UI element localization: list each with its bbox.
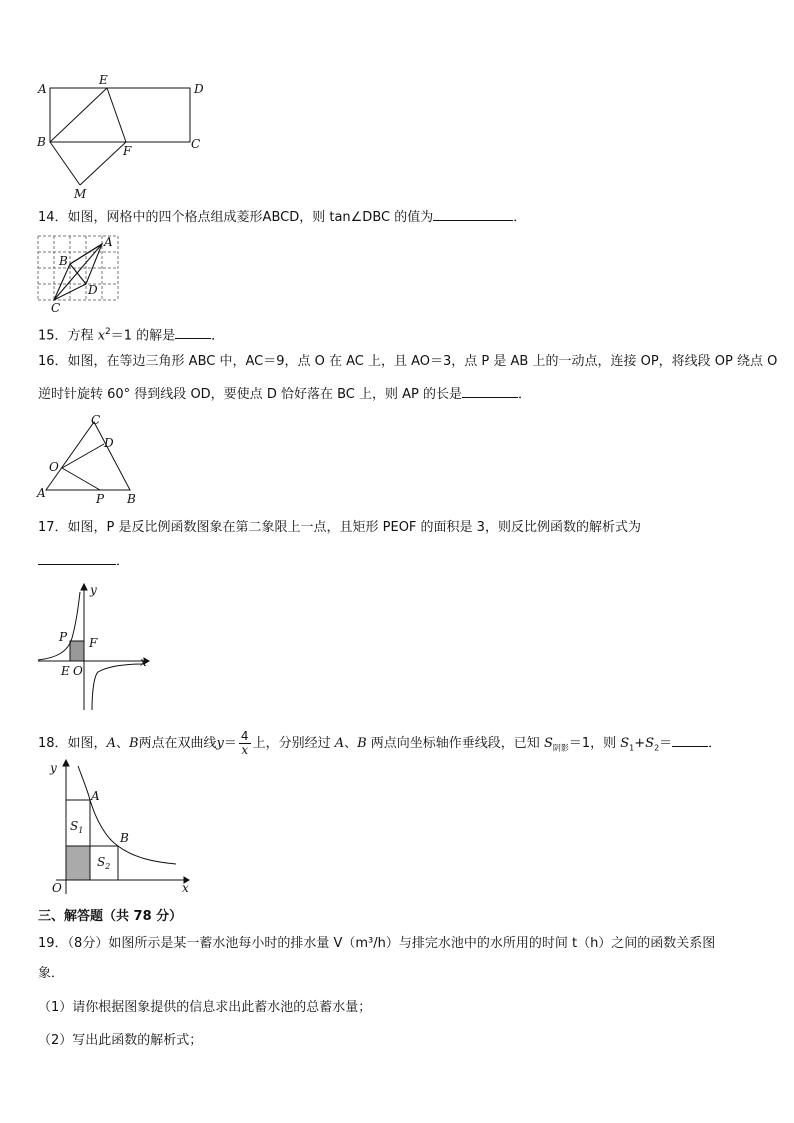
figure-inverse-function xyxy=(34,580,154,716)
label-b: B xyxy=(37,135,46,149)
question-16-line-2: 逆时针旋转 60° 得到线段 OD，要使点 D 恰好落在 BC 上，则 AP 的长是 ． xyxy=(38,383,531,405)
label-c: C xyxy=(51,301,61,314)
question-17-line-2: ． xyxy=(38,550,129,572)
label-y: y xyxy=(90,583,97,597)
label-d: D xyxy=(88,283,98,297)
segment-mf xyxy=(80,142,126,185)
hyperbola-curve xyxy=(78,766,176,864)
label-e: E xyxy=(61,664,70,678)
triangle-abc xyxy=(46,422,130,490)
question-17-line-1: 17．如图，P 是反比例函数图象在第二象限上一点，且矩形 PEOF 的面积是 3，则反比例函数的解析式为 xyxy=(38,520,641,535)
label-c: C xyxy=(191,137,201,151)
question-16-line-1: 16．如图，在等边三角形 ABC 中，AC＝9，点 O 在 AC 上，且 AO＝3，点 P 是 AB 上的一动点，连接 OP，将线段 OP 绕点 O xyxy=(38,354,778,369)
label-p: P xyxy=(59,630,68,644)
answer-blank[interactable] xyxy=(433,206,513,221)
segment-be xyxy=(50,88,107,142)
section-heading: 三、解答题（共 78 分） xyxy=(38,909,183,924)
label-p: P xyxy=(96,492,105,506)
question-19-sub-2: （2）写出此函数的解析式； xyxy=(38,1033,203,1048)
label-b: B xyxy=(59,254,68,268)
segment-bm xyxy=(50,142,80,185)
label-a: A xyxy=(37,486,46,500)
label-a: A xyxy=(38,82,47,96)
question-19-line-1: 19．（8分）如图所示是某一蓄水池每小时的排水量 V（m³/h）与排完水池中的水所用的时间 t（h）之间的函数关系图 xyxy=(38,936,716,951)
segment-op xyxy=(62,468,100,490)
question-18: 18．如图，A、B两点在双曲线y＝ $\frac{4}{x}$ 上，分别经过 A、B 两点向坐标轴作垂线段，已知 $S_{阴影}=1$，则 $S_1+S_2=$ ． xyxy=(38,729,722,757)
question-15: 15．方程 $x^2=1$ 的解是 ． xyxy=(38,322,224,346)
answer-blank[interactable] xyxy=(38,550,116,565)
label-c: C xyxy=(91,413,101,427)
figure-grid-rhombus xyxy=(34,232,124,314)
label-o: O xyxy=(73,664,83,678)
figure-rectangle-abcd xyxy=(30,72,220,202)
curve-fourth-quadrant xyxy=(92,664,144,710)
rectangle-abcd xyxy=(50,88,190,142)
figure-hyperbola xyxy=(34,758,194,898)
question-14: 14．如图，网格中的四个格点组成菱形ABCD，则 tan∠DBC 的值为 ． xyxy=(38,206,526,228)
question-19-sub-1: （1）请你根据图象提供的信息求出此蓄水池的总蓄水量； xyxy=(38,1000,372,1015)
label-a: A xyxy=(104,235,113,249)
label-m: M xyxy=(74,187,87,201)
y-axis-arrow xyxy=(63,760,69,766)
label-o: O xyxy=(49,460,59,474)
question-number: 14． xyxy=(38,210,68,225)
label-s2: $S_2$ xyxy=(97,855,111,871)
answer-blank[interactable] xyxy=(462,383,518,398)
fraction-4-over-x: $\frac{4}{x}$ xyxy=(240,729,249,757)
segment-ef xyxy=(107,88,126,142)
label-s1: $S_1$ xyxy=(70,819,84,835)
label-e: E xyxy=(99,73,108,87)
y-axis-arrow xyxy=(81,584,87,590)
segment-od xyxy=(62,444,104,468)
question-19-line-2: 象． xyxy=(38,966,65,981)
figure-equilateral-triangle xyxy=(34,412,144,506)
label-d: D xyxy=(104,436,114,450)
label-f: F xyxy=(123,144,132,158)
label-y: y xyxy=(50,761,57,775)
rectangle-peof xyxy=(70,641,84,661)
diagonal-bd xyxy=(70,264,86,284)
label-a: A xyxy=(91,789,100,803)
label-b: B xyxy=(120,831,129,845)
label-x: x xyxy=(182,881,189,895)
label-f: F xyxy=(89,636,98,650)
shaded-region xyxy=(66,846,90,880)
label-o: O xyxy=(52,881,62,895)
label-d: D xyxy=(194,82,204,96)
question-text: 如图，网格中的四个格点组成菱形ABCD，则 tan∠DBC 的值为 xyxy=(67,210,434,225)
label-x: x xyxy=(140,655,147,669)
answer-blank[interactable] xyxy=(175,324,211,339)
label-b: B xyxy=(127,492,136,506)
answer-blank[interactable] xyxy=(672,732,708,747)
